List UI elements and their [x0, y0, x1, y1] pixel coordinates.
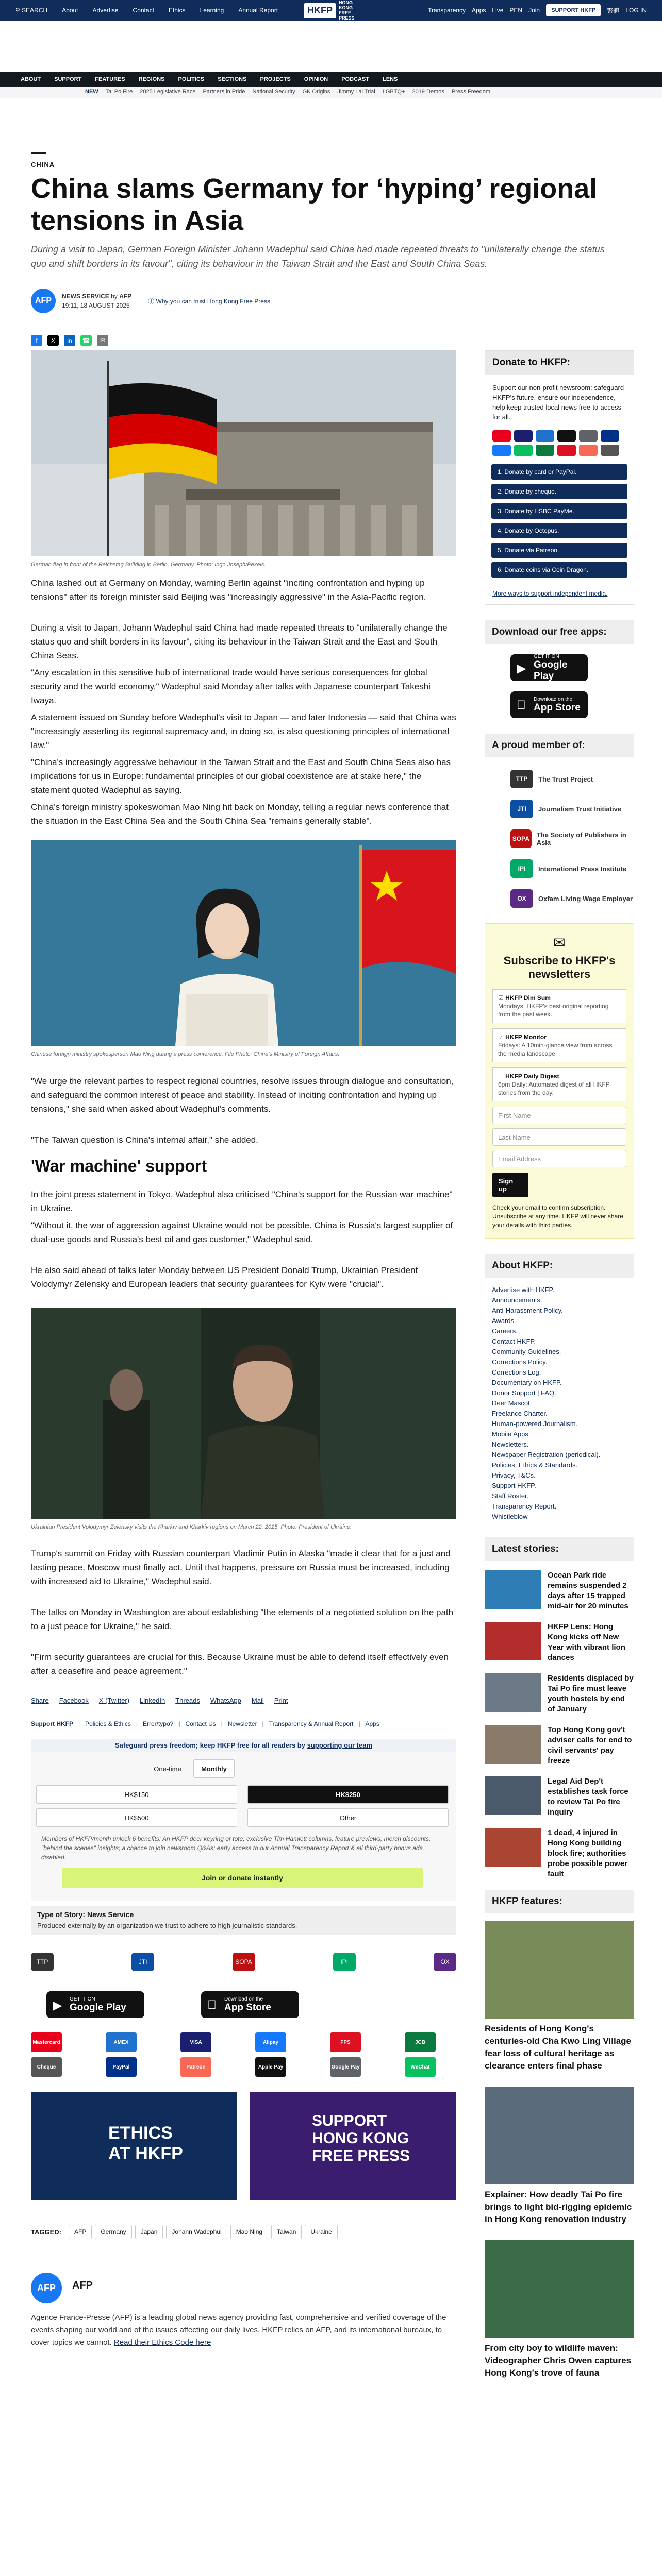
envelope-icon: ✉	[553, 935, 566, 951]
donate-sidebar-box	[485, 350, 634, 605]
category-rule	[31, 152, 46, 154]
tag-chip[interactable]: Germany	[95, 2225, 131, 2239]
amex-logo: AMEX	[106, 2032, 137, 2052]
first-name-field[interactable]: First Name	[492, 1107, 626, 1124]
google-play-icon: ▶	[517, 662, 526, 675]
donate-option[interactable]: 2. Donate by cheque.	[491, 484, 627, 499]
sidebar	[485, 350, 634, 2379]
top-link-contact[interactable]: Contact	[133, 7, 154, 14]
oxfam-logo[interactable]: OX	[434, 1953, 456, 1971]
member-logos-row	[31, 1953, 456, 1971]
info-icon: ⓘ	[148, 297, 155, 305]
share-icons-top	[31, 335, 108, 346]
patreon-logo: Patreon	[180, 2057, 211, 2077]
paragraph: "The Taiwan question is China's internal affair," she added.	[31, 1135, 258, 1145]
jti-logo[interactable]: JTI	[131, 1953, 154, 1971]
ipi-logo[interactable]: IPI	[333, 1953, 356, 1971]
footer-link[interactable]: Error/typo?	[142, 1720, 174, 1727]
image-caption: Chinese foreign ministry spokesperson Mao Ning during a press conference. File Photo: China's Ministry of Foreign Affairs.	[31, 1051, 340, 1057]
alipay-icon	[492, 445, 511, 456]
top-link-pen[interactable]: PEN	[509, 7, 523, 14]
logo-mark: HKFP	[304, 3, 336, 18]
latest-story[interactable]: HKFP Lens: Hong Kong kicks off New Year with vibrant lion dances	[485, 1622, 634, 1663]
checkbox-icon[interactable]: ☑	[498, 1033, 504, 1041]
paragraph: During a visit to Japan, Johann Wadephul said China had made repeated threats to "unilaterally change the status quo and shift borders in its favour", citing its behaviour in the Taiwan Strait and the East and South China Seas.	[31, 623, 448, 660]
apps-title: Download our free apps:	[485, 620, 634, 644]
features-list	[485, 1913, 634, 2379]
app-store-badge[interactable]: Download on the App Store	[510, 691, 588, 718]
newsletter-title: Subscribe to HKFP's newsletters	[503, 954, 616, 980]
press-conference-image	[31, 840, 456, 1046]
amount-option[interactable]: Other	[247, 1808, 449, 1827]
trust-link[interactable]: ⓘ Why you can trust Hong Kong Free Press	[148, 297, 270, 305]
paragraph: "Any escalation in this sensitive hub of international trade would have serious consequences for global security and the world economy," Wadephul said Monday after talks with Japanese counterpart Takeshi Iwaya.	[31, 668, 431, 705]
trending-nav	[0, 87, 662, 98]
google-play-badge[interactable]: ▶ GET IT ON Google Play	[510, 654, 588, 681]
footer-link[interactable]: Contact Us	[185, 1720, 216, 1727]
author-box-name[interactable]: AFP	[72, 2280, 93, 2291]
linkedin-icon[interactable]: in	[64, 335, 75, 346]
trending-item[interactable]: Jimmy Lai Trial	[337, 89, 375, 95]
patreon-icon	[579, 445, 598, 456]
author-box	[31, 2262, 456, 2349]
x-icon[interactable]: X	[47, 335, 59, 346]
latest-story[interactable]: Top Hong Kong gov't adviser calls for end to civil servants' pay freeze	[485, 1725, 634, 1766]
site-logo[interactable]	[304, 1, 361, 20]
tab-monthly[interactable]: Monthly	[193, 1759, 235, 1778]
trending-item[interactable]: National Security	[252, 89, 295, 95]
about-link[interactable]: Newsletters.	[492, 1440, 529, 1448]
feature-image	[485, 1921, 634, 2019]
article-footer-links: Support HKFP | Policies & Ethics | Error/typo? | Contact Us | Newsletter | Transparency & Annual Report | Apps	[31, 1716, 456, 1727]
article-image-mao-ning	[31, 840, 456, 1046]
checkbox-icon[interactable]: ☐	[498, 1073, 504, 1080]
more-ways-link[interactable]: More ways to support independent media.	[492, 590, 608, 597]
tab-one-time[interactable]: One-time	[147, 1759, 188, 1778]
facebook-icon[interactable]: f	[31, 335, 42, 346]
sidebar-pay-logos	[485, 426, 634, 460]
ipi-icon: IPI	[510, 859, 533, 878]
last-name-field[interactable]: Last Name	[492, 1128, 626, 1146]
paragraph: The talks on Monday in Washington are about establishing "the elements of a negotiated solution on the path to a just peace for Ukraine," he said.	[31, 1607, 454, 1631]
paragraph: "Without it, the war of aggression against Ukraine would not be possible. China is Russia's largest supplier of dual-use goods and Russia's best oil and gas customer," Wadephul said.	[31, 1221, 453, 1244]
sopa-icon: SOPA	[510, 829, 532, 848]
zelensky-image	[31, 1308, 456, 1519]
oxfam-icon: OX	[510, 889, 533, 908]
latest-thumb	[485, 1725, 541, 1764]
nav-regions[interactable]: REGIONS	[138, 76, 165, 82]
about-title: About HKFP:	[485, 1254, 634, 1278]
nav-opinion[interactable]: OPINION	[304, 76, 328, 82]
alipay-logo: Alipay	[255, 2032, 286, 2052]
support-team-link[interactable]: supporting our team	[307, 1741, 372, 1749]
nav-podcast[interactable]: PODCAST	[341, 76, 369, 82]
newsletter-option[interactable]: ☑ HKFP Dim Sum Mondays: HKFP's best original reporting from the past week.	[492, 989, 626, 1023]
top-link-ethics[interactable]: Ethics	[168, 7, 186, 14]
tag-chip[interactable]: Taiwan	[271, 2225, 302, 2239]
latest-thumb	[485, 1570, 541, 1609]
apple-icon	[517, 698, 526, 713]
paypal-logo: PayPal	[106, 2057, 137, 2077]
story-type-box	[31, 1906, 456, 1935]
latest-thumb	[485, 1673, 541, 1712]
member-item[interactable]: JTI Journalism Trust Initiative	[510, 800, 634, 818]
jcb-icon	[536, 445, 554, 456]
cheque-logo: Cheque	[31, 2057, 62, 2077]
feature-story[interactable]: Residents of Hong Kong's centuries-old Cha Kwo Ling Village fear loss of cultural heritage as clearance enters final phase	[485, 1921, 634, 2072]
share-links	[31, 1697, 288, 1704]
paragraph: "We urge the relevant parties to respect regional countries, resolve issues through dialogue and consultation, and safeguard the common interest of peace and stability. Instead of inciting confrontation and hyping up tensions," she said when asked about Wadephul's comments.	[31, 1076, 454, 1114]
feature-story[interactable]: Explainer: How deadly Tai Po fire brings to light bid-rigging epidemic in Hong Kong renovation industry	[485, 2087, 634, 2226]
jcb-logo: JCB	[405, 2032, 436, 2052]
newsletter-box	[485, 923, 634, 1239]
tag-chip[interactable]: Japan	[135, 2225, 163, 2239]
about-link[interactable]: Freelance Charter.	[492, 1410, 548, 1417]
feature-image	[485, 2087, 634, 2184]
newsletter-option[interactable]: ☑ HKFP Monitor Fridays: A 10min-glance view from across the media landscape.	[492, 1028, 626, 1062]
ethics-code-link[interactable]: Read their Ethics Code here	[113, 2338, 211, 2347]
author-box-avatar[interactable]: AFP	[31, 2273, 62, 2303]
trending-item[interactable]: Tai Po Fire	[105, 89, 133, 95]
story-type-desc: Produced externally by an organization we trust to adhere to high journalistic standards.	[37, 1922, 297, 1929]
section-heading: 'War machine' support	[31, 1157, 207, 1175]
latest-title: Latest stories:	[485, 1537, 634, 1561]
wechat-pay-icon	[514, 445, 533, 456]
language-toggle[interactable]: 繁體	[607, 7, 620, 14]
apple-pay-logo: Apple Pay	[255, 2057, 286, 2077]
top-link-join[interactable]: Join	[528, 7, 540, 14]
paragraph: In the joint press statement in Tokyo, Wadephul also criticised "China's support for the Russian war machine" in Ukraine.	[31, 1190, 453, 1213]
top-link-learning[interactable]: Learning	[200, 7, 224, 14]
sopa-logo[interactable]: SOPA	[233, 1953, 255, 1971]
apple-icon	[207, 1998, 217, 2012]
feature-story[interactable]: From city boy to wildlife maven: Videographer Chris Owen captures Hong Kong's trove of fauna	[485, 2240, 634, 2379]
member-item[interactable]: SOPA The Society of Publishers in Asia	[510, 829, 634, 848]
mail-icon[interactable]: ✉	[97, 335, 108, 346]
footer-link[interactable]: Policies & Ethics	[85, 1720, 131, 1727]
cheque-icon	[601, 445, 619, 456]
about-link[interactable]: Announcements.	[492, 1296, 542, 1304]
about-link[interactable]: Mobile Apps.	[492, 1430, 531, 1438]
feature-image	[485, 2240, 634, 2338]
app-store-badge[interactable]: Download on the App Store	[201, 1991, 299, 2018]
share-whatsapp[interactable]: WhatsApp	[210, 1697, 241, 1704]
share-print[interactable]: Print	[274, 1697, 288, 1704]
trust-project-icon: TTP	[510, 770, 533, 788]
payment-logos	[31, 2032, 456, 2077]
email-field[interactable]: Email Address	[492, 1150, 626, 1167]
trending-item[interactable]: Partners in Pride	[203, 89, 245, 95]
promo-ethics[interactable]: ETHICS AT HKFP	[31, 2092, 237, 2200]
top-link-apps[interactable]: Apps	[472, 7, 486, 14]
paragraph: China's foreign ministry spokeswoman Mao Ning hit back on Monday, telling a regular news conference that the situation in the East China Sea and the South China Sea "remains generally stable".	[31, 802, 449, 826]
paragraph: "Firm security guarantees are crucial for this. Because Ukraine must be able to defend itself effectively even after a ceasefire and peace agreement."	[31, 1652, 449, 1676]
trending-item[interactable]: LGBTQ+	[382, 89, 405, 95]
logo-text: HONG KONG FREE PRESS	[339, 0, 355, 21]
about-link[interactable]: Privacy, T&Cs.	[492, 1471, 536, 1479]
about-link[interactable]: Support HKFP.	[492, 1482, 536, 1489]
about-link[interactable]: Awards.	[492, 1317, 516, 1325]
promo-support[interactable]: SUPPORT HONG KONG FREE PRESS	[250, 2092, 456, 2200]
donate-intro: Support our non-profit newsroom: safeguard HKFP's future, ensure our independence, help keep trusted local news free-to-access for all.	[492, 384, 624, 421]
footer-link[interactable]: Newsletter	[227, 1720, 257, 1727]
share-threads[interactable]: Threads	[175, 1697, 200, 1704]
author-link[interactable]: AFP	[119, 293, 132, 300]
member-list	[485, 757, 634, 908]
whatsapp-icon[interactable]: ☎	[80, 335, 92, 346]
top-link-annual-report[interactable]: Annual Report	[238, 7, 278, 14]
article-image-zelensky	[31, 1308, 456, 1519]
latest-thumb	[485, 1828, 541, 1867]
article-deck: During a visit to Japan, German Foreign Minister Johann Wadephul said China had made repeated threats to "unilaterally change the status quo and shift borders in its favour", citing its behaviour in the Taiwan Strait and the East and South China Seas.	[31, 244, 605, 269]
share-label: Share	[31, 1697, 49, 1704]
share-x[interactable]: X (Twitter)	[98, 1697, 130, 1704]
top-link-advertise[interactable]: Advertise	[92, 7, 119, 14]
tag-chip[interactable]: Mao Ning	[230, 2225, 268, 2239]
trust-project-logo[interactable]: TTP	[31, 1953, 54, 1971]
trending-item[interactable]: GK Origins	[302, 89, 330, 95]
paragraph: Trump's summit on Friday with Russian counterpart Vladimir Putin in Alaska "made it clear that for a just and lasting peace, Moscow must finally act. Until that happens, pressure on Russia must be increased, including with increased aid to Ukraine," Wadephul said.	[31, 1549, 451, 1586]
visa-icon	[514, 430, 533, 442]
donate-option[interactable]: 3. Donate by HSBC PayMe.	[491, 503, 627, 519]
features-title: HKFP features:	[485, 1890, 634, 1913]
story-type-title: Type of Story: News Service	[37, 1910, 134, 1919]
paragraph: He also said ahead of talks later Monday between US President Donald Trump, Ukrainian President Volodymyr Zelensky and European leaders that security guarantees for Kyiv were "crucial".	[31, 1265, 418, 1289]
checkbox-icon[interactable]: ☑	[498, 994, 504, 1002]
about-link[interactable]: Corrections Log.	[492, 1368, 541, 1376]
member-title: A proud member of:	[485, 734, 634, 757]
support-hkfp-button[interactable]: SUPPORT HKFP	[546, 4, 601, 16]
fps-icon	[557, 445, 576, 456]
tag-chip[interactable]: AFP	[69, 2225, 92, 2239]
newsletter-option[interactable]: ☐ HKFP Daily Digest 6pm Daily: Automated digest of all HKFP stories from the day.	[492, 1067, 626, 1101]
nav-lens[interactable]: LENS	[383, 76, 398, 82]
jti-icon: JTI	[510, 800, 533, 818]
byline-meta: NEWS SERVICE by AFP 19:11, 18 AUGUST 2025	[62, 293, 132, 309]
google-pay-icon	[579, 430, 598, 442]
amount-option-selected[interactable]: HK$250	[247, 1785, 449, 1804]
trending-item[interactable]: Press Freedom	[451, 89, 491, 95]
nav-sections[interactable]: SECTIONS	[218, 76, 247, 82]
latest-story[interactable]: 1 dead, 4 injured in Hong Kong building block fire; authorities probe possible power fault	[485, 1828, 634, 1879]
tags-row	[31, 2225, 456, 2239]
main-nav	[0, 72, 662, 87]
donate-option[interactable]: 1. Donate by card or PayPal.	[491, 464, 627, 480]
donate-cta-button[interactable]: Join or donate instantly	[62, 1868, 423, 1888]
latest-story[interactable]: Legal Aid Dep't establishes task force to review Tai Po fire inquiry	[485, 1776, 634, 1818]
about-link[interactable]: Corrections Policy.	[492, 1358, 548, 1366]
reichstag-flag-image	[31, 350, 456, 556]
amount-option[interactable]: HK$150	[36, 1785, 237, 1804]
header-band	[0, 21, 662, 72]
about-link[interactable]: Newspaper Registration (periodical).	[492, 1451, 601, 1459]
about-link[interactable]: Whistleblow.	[492, 1513, 529, 1520]
about-link[interactable]: Staff Roster.	[492, 1492, 529, 1500]
donate-widget	[31, 1752, 456, 1901]
author-avatar[interactable]: AFP	[31, 289, 56, 313]
top-bar	[0, 0, 662, 21]
about-links	[485, 1278, 634, 1522]
latest-story[interactable]: Residents displaced by Tai Po fire must leave youth hostels by end of January	[485, 1673, 634, 1715]
trending-label: NEW	[85, 89, 98, 95]
top-link-about[interactable]: About	[62, 7, 78, 14]
paragraph: A statement issued on Sunday before Wadephul's visit to Japan — and later Indonesia — said that China was "increasingly asserting its regional supremacy and, in doing so, is also questioning principles of international law."	[31, 713, 456, 750]
donate-option[interactable]: 5. Donate via Patreon.	[491, 543, 627, 558]
about-link[interactable]: Contact HKFP.	[492, 1337, 536, 1345]
about-link[interactable]: Anti-Harassment Policy.	[492, 1307, 563, 1314]
footer-link[interactable]: Transparency & Annual Report	[269, 1720, 354, 1727]
top-links	[15, 7, 278, 14]
about-link[interactable]: Donor Support | FAQ.	[492, 1389, 556, 1397]
paypal-icon	[601, 430, 619, 442]
top-link-transparency[interactable]: Transparency	[428, 7, 466, 14]
share-linkedin[interactable]: LinkedIn	[140, 1697, 166, 1704]
author-box-bio: Agence France-Presse (AFP) is a leading global news agency providing fast, comprehensive and verified coverage of the events shaping our world and of the issues affecting our daily lives. HKFP relies on AFP, and its international bureaux, to cover topics we cannot. Read their Ethics Code here	[31, 2313, 446, 2347]
latest-thumb	[485, 1622, 541, 1660]
google-pay-logo: Google Pay	[330, 2057, 361, 2077]
nav-about[interactable]: ABOUT	[21, 76, 41, 82]
latest-thumb	[485, 1776, 541, 1815]
latest-story[interactable]: Ocean Park ride remains suspended 2 days after 15 trapped mid-air for 20 minutes	[485, 1570, 634, 1612]
paragraph: China lashed out at Germany on Monday, warning Berlin against "inciting confrontation and hyping up tensions" after its foreign minister said Beijing was "increasingly aggressive" in the Asia-Pacific region.	[31, 578, 426, 602]
footer-link[interactable]: Apps	[365, 1720, 379, 1727]
nav-features[interactable]: FEATURES	[95, 76, 125, 82]
donate-title: Donate to HKFP:	[485, 351, 634, 375]
trending-item[interactable]: 2025 Legislative Race	[140, 89, 196, 95]
trending-item[interactable]: 2019 Demos	[412, 89, 444, 95]
mastercard-icon	[492, 430, 511, 442]
tag-chip[interactable]: Ukraine	[305, 2225, 337, 2239]
about-link[interactable]: Policies, Ethics & Standards.	[492, 1461, 578, 1469]
about-link[interactable]: Documentary on HKFP.	[492, 1379, 562, 1386]
visa-logo: VISA	[180, 2032, 211, 2052]
donate-banner: Safeguard press freedom; keep HKFP free for all readers by supporting our team	[31, 1739, 456, 1752]
newsletter-note: Check your email to confirm subscription. Unsubscribe at any time. HKFP will never share your details with third parties.	[492, 1204, 623, 1229]
about-link[interactable]: Transparency Report.	[492, 1502, 557, 1510]
fps-logo: FPS	[330, 2032, 361, 2052]
amount-option[interactable]: HK$500	[36, 1808, 237, 1827]
login-link[interactable]: LOG IN	[625, 7, 647, 14]
about-link[interactable]: Community Guidelines.	[492, 1348, 561, 1355]
paragraph: "China's increasingly aggressive behaviour in the Taiwan Strait and the East and South China Seas also has implications for us in Europe: fundamental principles of our global coexistence are at stake here," the statement quoted Wadephul as saying.	[31, 757, 451, 795]
tags-label: TAGGED:	[31, 2228, 61, 2236]
about-link[interactable]: Human-powered Journalism.	[492, 1420, 578, 1428]
google-play-icon: ▶	[53, 1998, 62, 2012]
tag-chip[interactable]: Johann Wadephul	[166, 2225, 227, 2239]
search-icon: ⚲	[15, 7, 20, 14]
nav-support[interactable]: SUPPORT	[54, 76, 82, 82]
signup-button[interactable]: Sign up	[492, 1173, 528, 1197]
search-link[interactable]: ⚲ SEARCH	[15, 7, 48, 14]
article-image-reichstag	[31, 350, 456, 556]
member-item[interactable]: IPI International Press Institute	[510, 859, 634, 878]
mastercard-logo: Mastercard	[31, 2032, 62, 2052]
nav-politics[interactable]: POLITICS	[178, 76, 205, 82]
about-link[interactable]: Careers.	[492, 1327, 518, 1335]
about-link[interactable]: Deer Mascot.	[492, 1399, 532, 1407]
nav-projects[interactable]: PROJECTS	[260, 76, 291, 82]
about-link[interactable]: Advertise with HKFP.	[492, 1286, 555, 1294]
image-caption: German flag in front of the Reichstag Building in Berlin, Germany. Photo: Ingo Joseph/Pexels.	[31, 562, 266, 568]
google-play-badge[interactable]: ▶ GET IT ON Google Play	[46, 1991, 144, 2018]
image-caption: Ukrainian President Volodymyr Zelensky visits the Kharkiv and Kharkiv regions on March 22, 2025. Photo: President of Ukraine.	[31, 1524, 352, 1530]
top-right	[428, 4, 647, 16]
wechat-pay-logo: WeChat	[405, 2057, 436, 2077]
footer-link[interactable]: Support HKFP	[31, 1720, 73, 1727]
member-item[interactable]: OX Oxfam Living Wage Employer	[510, 889, 634, 908]
publish-date: 19:11, 18 AUGUST 2025	[62, 302, 130, 309]
share-facebook[interactable]: Facebook	[59, 1697, 89, 1704]
article-category[interactable]: CHINA	[31, 161, 55, 168]
amex-icon	[536, 430, 554, 442]
member-item[interactable]: TTP The Trust Project	[510, 770, 634, 788]
byline	[31, 289, 270, 313]
article-headline: China slams Germany for ‘hyping’ regional tensions in Asia	[31, 173, 598, 236]
donate-option[interactable]: 6. Donate coins via Coin Dragon.	[491, 562, 627, 578]
latest-list	[485, 1561, 634, 1879]
apple-pay-icon	[557, 430, 576, 442]
donate-option[interactable]: 4. Donate by Octopus.	[491, 523, 627, 538]
top-link-live[interactable]: Live	[492, 7, 504, 14]
sidebar-app-badges	[485, 644, 634, 718]
member-benefits-note: Members of HKFP/month unlock 6 benefits: An HKFP deer keyring or tote; exclusive Tim Hamlett columns, feature previews, merch discounts, "behind the scenes" insights; a chance to join newsroom Q&As; early access to our Annual Transparency Report & all third-party bonus ads disabled.	[41, 1835, 431, 1861]
bottom-app-badges	[46, 1991, 299, 2018]
share-mail[interactable]: Mail	[251, 1697, 264, 1704]
